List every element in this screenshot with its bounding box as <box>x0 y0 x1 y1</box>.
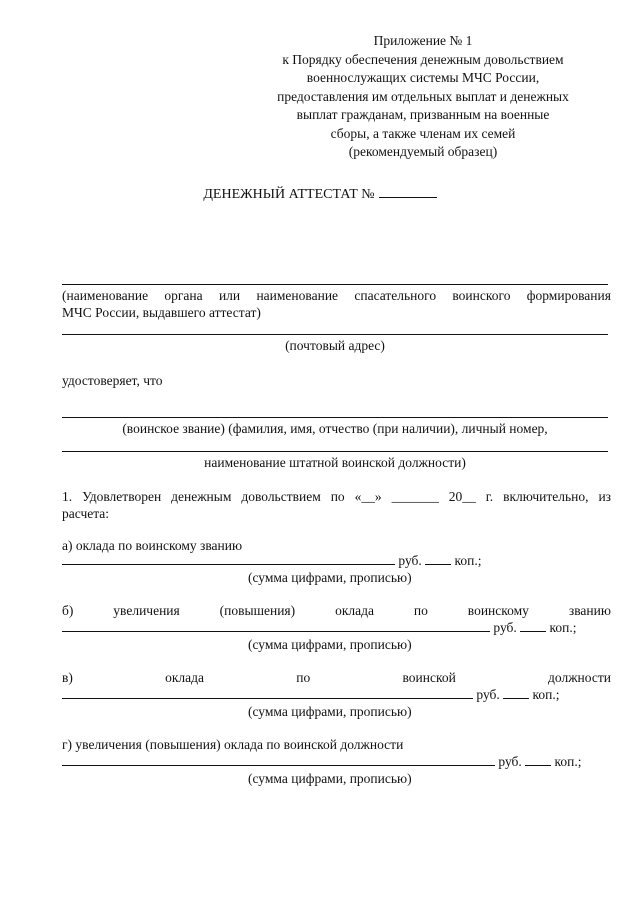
item-b-label <box>62 603 611 619</box>
certifies-text: удостоверяет, что <box>62 373 163 388</box>
item-g-label: г) увеличения (повышения) оклада по воинской должности <box>62 737 404 752</box>
item-g-amount-row <box>62 754 582 770</box>
kop-label: коп.; <box>554 754 582 769</box>
item1-word: по <box>330 489 345 504</box>
caption-word: воинского <box>452 288 511 303</box>
item1-day-field[interactable]: «__» <box>354 489 382 504</box>
item-a-kop-field[interactable] <box>425 553 451 565</box>
item1-word: г. <box>485 489 494 504</box>
kop-label: коп.; <box>549 620 577 635</box>
organ-name-field[interactable] <box>62 284 608 285</box>
item-b-caption: (сумма цифрами, прописью) <box>248 637 412 652</box>
caption-word: или <box>218 288 241 303</box>
header-line: предоставления им отдельных выплат и денежных <box>277 88 569 104</box>
item-a-label: а) оклада по воинскому званию <box>62 538 243 553</box>
rub-label: руб. <box>498 754 522 769</box>
header-line: сборы, а также членам их семей <box>330 125 516 141</box>
item-v-word: должности <box>548 670 611 685</box>
address-caption: (почтовый адрес) <box>285 338 385 353</box>
item1-word: из <box>598 489 611 504</box>
item-v-amount-row <box>62 687 560 703</box>
item-a-rub-field[interactable] <box>62 553 395 565</box>
header-line: военнослужащих системы МЧС России, <box>306 70 540 85</box>
header-line: (рекомендуемый образец) <box>348 144 498 159</box>
position-caption: наименование штатной воинской должности) <box>204 455 466 470</box>
caption-word: наименование <box>256 288 339 303</box>
item-v-word: в) <box>62 670 73 685</box>
item1-line1 <box>62 489 611 505</box>
caption-word: органа <box>164 288 203 303</box>
appendix-header <box>265 32 581 162</box>
item1-word: Удовлетворен <box>82 489 162 504</box>
item-b-amount-row <box>62 620 577 636</box>
item-b-rub-field[interactable] <box>62 620 490 632</box>
document-title <box>0 186 640 203</box>
kop-label: коп.; <box>454 553 482 568</box>
item-b-word: (повышения) <box>219 603 296 618</box>
item-b-word: б) <box>62 603 74 618</box>
item-b-word: увеличения <box>113 603 180 618</box>
position-field[interactable] <box>62 451 608 452</box>
item1-year-field[interactable]: 20__ <box>448 489 476 504</box>
attestat-number-field[interactable] <box>379 186 437 198</box>
item1-month-field[interactable]: _______ <box>391 489 439 504</box>
caption-word: спасательного <box>354 288 437 303</box>
organ-caption-line2: МЧС России, выдавшего аттестат) <box>62 305 261 320</box>
item-v-kop-field[interactable] <box>503 687 529 699</box>
header-line: выплат гражданам, призванным на военные <box>296 107 550 122</box>
item-g-kop-field[interactable] <box>525 754 551 766</box>
address-field[interactable] <box>62 334 608 335</box>
item-b-kop-field[interactable] <box>520 620 546 632</box>
item-g-rub-field[interactable] <box>62 754 495 766</box>
caption-word: формирования <box>526 288 611 303</box>
rub-label: руб. <box>398 553 422 568</box>
title-text: ДЕНЕЖНЫЙ АТТЕСТАТ № <box>203 187 375 202</box>
item-v-word: воинской <box>402 670 456 685</box>
item1-word: денежным <box>171 489 232 504</box>
person-caption: (воинское звание) (фамилия, имя, отчество (при наличии), личный номер, <box>122 421 548 436</box>
item-g-caption: (сумма цифрами, прописью) <box>248 771 412 786</box>
caption-word: (наименование <box>62 288 149 303</box>
item-v-label <box>62 670 611 686</box>
header-line: Приложение № 1 <box>373 33 473 48</box>
item1-line2: расчета: <box>62 506 110 521</box>
item-a-amount-row <box>62 553 482 569</box>
item-b-word: воинскому <box>467 603 529 618</box>
person-field[interactable] <box>62 417 608 418</box>
item-b-word: по <box>413 603 428 618</box>
item1-word: 1. <box>62 489 73 504</box>
item-v-caption: (сумма цифрами, прописью) <box>248 704 412 719</box>
item-b-word: званию <box>568 603 611 618</box>
rub-label: руб. <box>476 687 500 702</box>
rub-label: руб. <box>493 620 517 635</box>
item-a-caption: (сумма цифрами, прописью) <box>248 570 412 585</box>
item-v-rub-field[interactable] <box>62 687 473 699</box>
item-b-word: оклада <box>335 603 374 618</box>
item-v-word: по <box>296 670 311 685</box>
item1-word: включительно, <box>503 489 589 504</box>
kop-label: коп.; <box>532 687 560 702</box>
item-v-word: оклада <box>165 670 205 685</box>
organ-caption-line1 <box>62 288 611 304</box>
item1-word: довольствием <box>241 489 321 504</box>
header-line: к Порядку обеспечения денежным довольствием <box>282 51 564 67</box>
